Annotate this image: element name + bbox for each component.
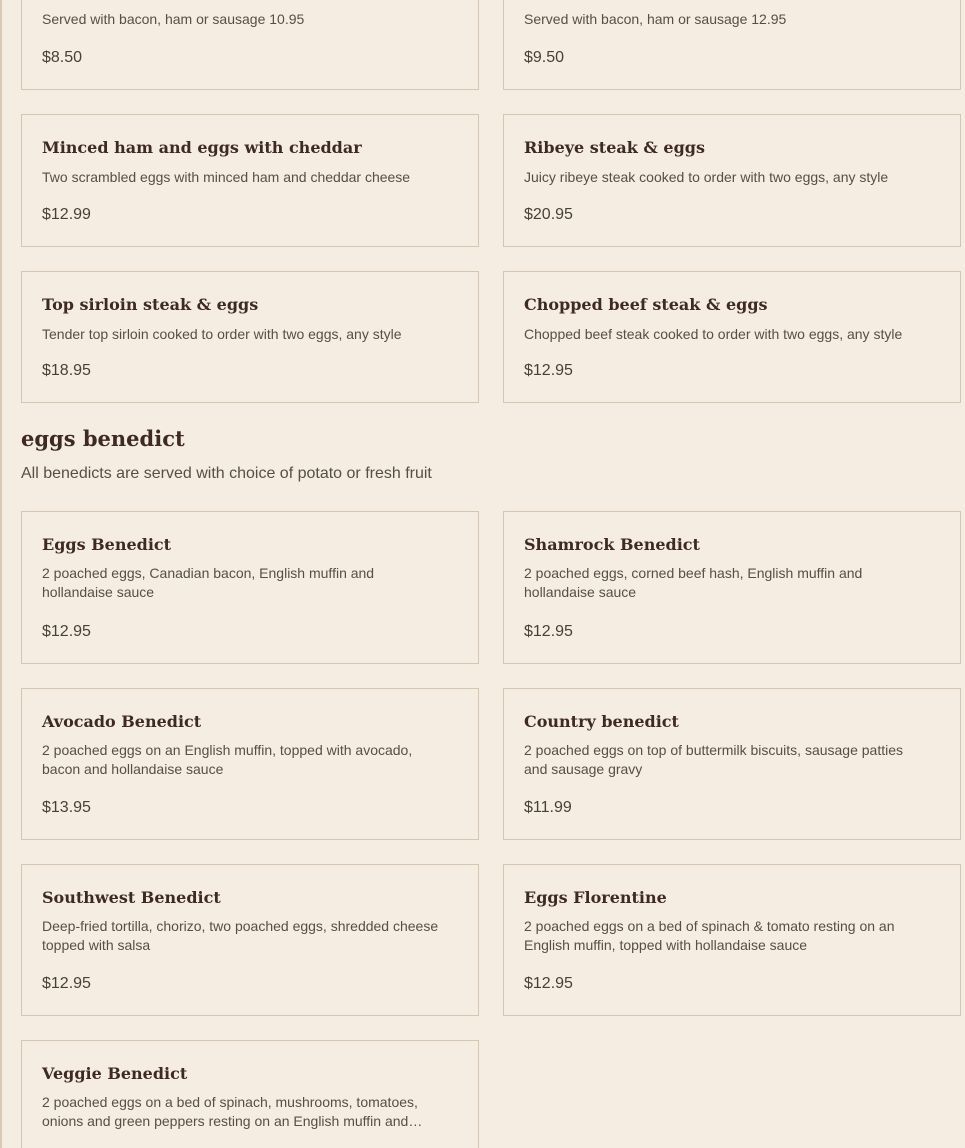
menu-item-card[interactable] [503,688,961,840]
menu-item-description: Deep-fried tortilla, chorizo, two poached eggs, shredded cheese topped with salsa [42,918,439,953]
menu-item-card[interactable] [21,511,479,664]
menu-item-description: 2 poached eggs on an English muffin, topped with avocado, bacon and hollandaise sauce [42,742,413,777]
menu-item-title: Southwest Benedict [42,888,221,907]
menu-item-price: $13.95 [42,799,91,816]
menu-item-description: 2 poached eggs on top of buttermilk biscuits, sausage patties and sausage gravy [524,742,904,777]
menu-item-description: 2 poached eggs, corned beef hash, English muffin and hollandaise sauce [524,565,863,600]
menu-item-description: Served with bacon, ham or sausage 12.95 [524,11,787,27]
menu-item-card[interactable] [503,271,961,403]
menu-item-price: $11.99 [524,799,572,816]
menu-item-card[interactable] [503,114,961,247]
menu-item-title: Country benedict [524,712,679,731]
menu-item-card[interactable] [21,1040,479,1148]
left-border [0,0,2,1148]
menu-item-price: $12.95 [524,623,573,640]
menu-item-price: $12.95 [524,975,573,992]
menu-item-title: Eggs Benedict [42,535,172,554]
menu-item-description: Served with bacon, ham or sausage 10.95 [42,11,305,27]
menu-item-description: Juicy ribeye steak cooked to order with two eggs, any style [524,169,889,185]
menu-item-title: Avocado Benedict [42,712,202,731]
menu-item-card[interactable] [21,0,479,90]
menu-item-title: Eggs Florentine [524,888,667,907]
menu-item-price: $12.99 [42,206,91,223]
menu-item-description: Chopped beef steak cooked to order with two eggs, any style [524,326,903,342]
menu-item-title: Minced ham and eggs with cheddar [42,138,362,157]
menu-item-price: $12.95 [42,975,91,992]
menu-item-title: Veggie Benedict [42,1064,188,1083]
menu-item-price: $12.95 [42,623,91,640]
menu-item-card[interactable] [21,271,479,403]
menu-item-card[interactable] [21,688,479,840]
menu-item-price: $12.95 [524,362,573,379]
menu-item-card[interactable] [21,864,479,1016]
menu-item-title: Ribeye steak & eggs [524,138,705,157]
menu-item-price: $8.50 [42,49,83,66]
section-subtitle: All benedicts are served with choice of potato or fresh fruit [21,465,432,482]
menu-item-price: $18.95 [42,362,91,379]
menu-item-price: $9.50 [524,49,565,66]
menu-item-card[interactable] [503,0,961,90]
menu-item-title: Chopped beef steak & eggs [524,295,768,314]
menu-item-description: 2 poached eggs on a bed of spinach, mushrooms, tomatoes, onions and green peppers resting on an English muffin and… [42,1094,423,1129]
menu-item-card[interactable] [503,511,961,664]
section-title: eggs benedict [21,426,185,451]
menu-item-title: Top sirloin steak & eggs [42,295,259,314]
menu-item-card[interactable] [21,114,479,247]
menu-item-card[interactable] [503,864,961,1016]
menu-item-description: 2 poached eggs on a bed of spinach & tomato resting on an English muffin, topped with hollandaise sauce [524,918,895,953]
menu-item-description: 2 poached eggs, Canadian bacon, English muffin and hollandaise sauce [42,565,375,600]
menu-item-description: Two scrambled eggs with minced ham and cheddar cheese [42,169,411,185]
menu-item-description: Tender top sirloin cooked to order with two eggs, any style [42,326,402,342]
menu-item-price: $20.95 [524,206,573,223]
menu-item-title: Shamrock Benedict [524,535,700,554]
